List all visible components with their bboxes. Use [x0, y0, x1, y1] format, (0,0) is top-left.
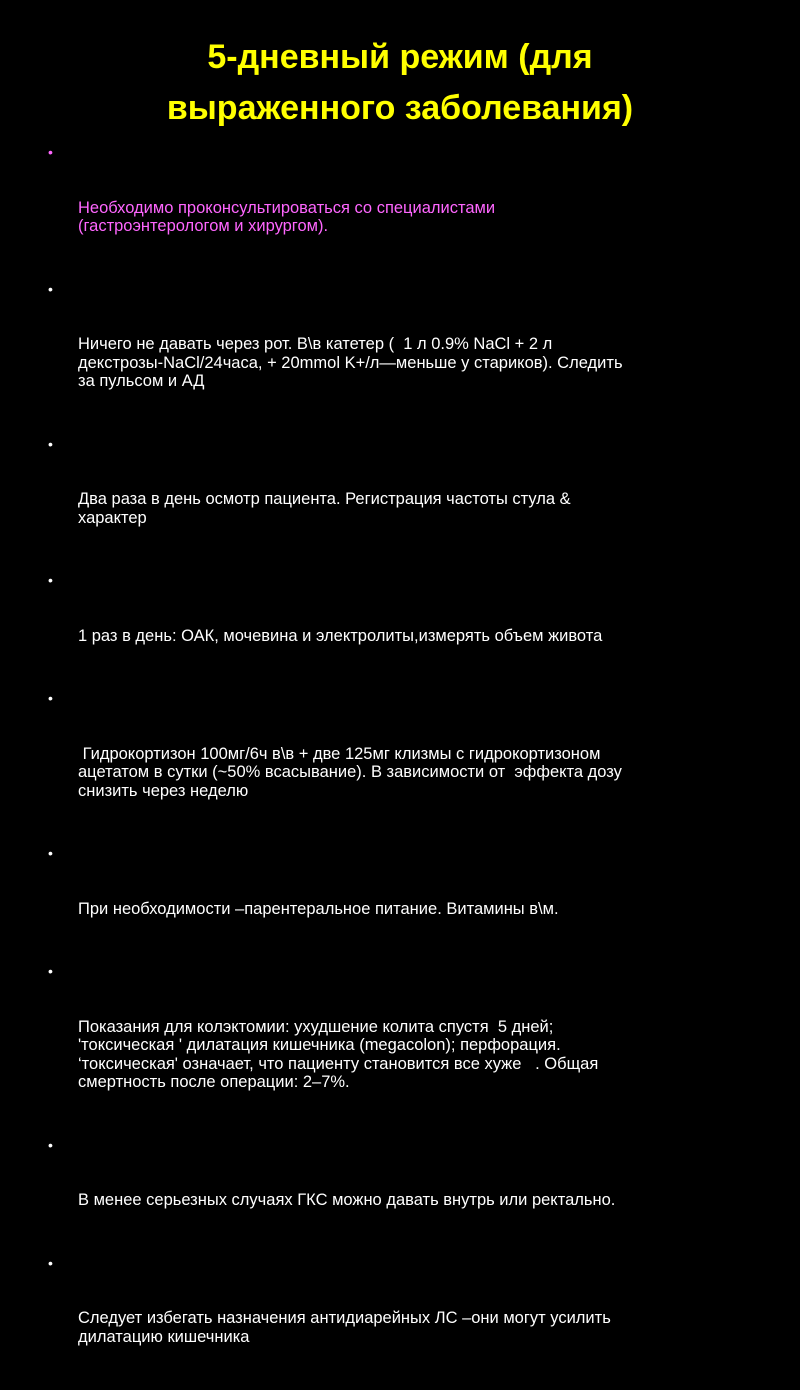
bullet-item [48, 1136, 768, 1247]
bullet-text: Показания для колэктомии: ухудшение колита спустя 5 дней; 'токсическая ' дилатация кишечника (megacolon); перфорация. ‘токсическая' означает, что пациенту становится все хуже . Общая смертность после операции: 2–7%. [78, 1017, 599, 1091]
bullet-item [48, 143, 768, 273]
bullet-item [48, 571, 768, 682]
bullet-dot-icon: • [48, 1136, 53, 1153]
bullet-item [48, 1254, 768, 1384]
slide-title [40, 32, 760, 134]
bullet-list [48, 143, 768, 1390]
bullet-text: В менее серьезных случаях ГКС можно давать внутрь или ректально. [78, 1191, 616, 1209]
bullet-item [48, 962, 768, 1129]
bullet-text: Следует избегать назначения антидиарейных ЛС –они могут усилить дилатацию кишечника [78, 1309, 611, 1346]
bullet-dot-icon: • [48, 1254, 53, 1271]
bullet-item [48, 689, 768, 837]
bullet-item [48, 435, 768, 565]
bullet-dot-icon: • [48, 144, 53, 160]
bullet-dot-icon: • [48, 572, 53, 588]
bullet-text: При необходимости –парентеральное питание. Витамины в\м. [78, 899, 559, 918]
bullet-item [48, 280, 768, 428]
bullet-dot-icon: • [48, 280, 53, 297]
bullet-dot-icon: • [48, 435, 53, 452]
slide-title-line-2: выраженного заболевания) [166, 89, 634, 127]
bullet-dot-icon: • [48, 963, 53, 979]
bullet-text: Ничего не давать через рот. В\в катетер ( 1 л 0.9% NaCl + 2 л декстрозы-NaCl/24часа, + 20mmol K+/л—меньше у стариков). Следить за пульсом и АД [78, 335, 623, 390]
bullet-text: Гидрокортизон 100мг/6ч в\в + две 125мг клизмы с гидрокортизоном ацетатом в сутки (~50% всасывание). В зависимости от эффекта дозу снизить через неделю [78, 744, 622, 800]
bullet-dot-icon: • [48, 845, 53, 861]
bullet-text: Два раза в день осмотр пациента. Регистрация частоты стула & характер [78, 490, 571, 527]
bullet-dot-icon: • [48, 690, 53, 706]
bullet-text: 1 раз в день: ОАК, мочевина и электролиты,измерять объем живота [78, 626, 603, 645]
bullet-text: Необходимо проконсультироваться со специалистами (гастроэнтерологом и хирургом). [78, 198, 496, 235]
slide-title-line-1: 5-дневный режим (для [207, 38, 593, 76]
bullet-item [48, 844, 768, 955]
